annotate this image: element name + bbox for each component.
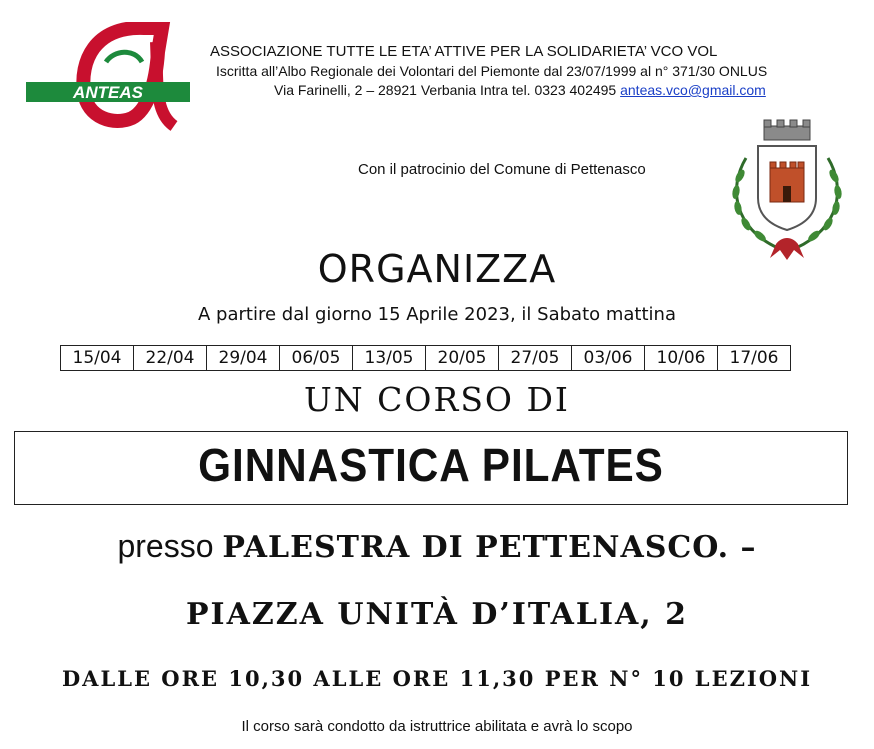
lesson-date: 06/05 <box>280 346 353 371</box>
logo-text: ANTEAS <box>73 83 143 102</box>
lesson-date: 10/06 <box>645 346 718 371</box>
lesson-dates-table <box>60 345 791 371</box>
course-title: GINNASTICA PILATES <box>198 439 664 491</box>
anteas-logo <box>24 22 192 134</box>
patronage-text: Con il patrocinio del Comune di Pettenasco <box>358 161 646 178</box>
venue-prefix: presso <box>117 528 223 564</box>
venue-address: PIAZZA UNITÀ D’ITALIA, 2 <box>185 597 689 632</box>
lesson-date: 15/04 <box>61 346 134 371</box>
municipal-crest <box>724 118 850 264</box>
lesson-date: 27/05 <box>499 346 572 371</box>
venue-name: PALESTRA DI PETTENASCO. – <box>222 530 757 565</box>
lesson-date: 17/06 <box>718 346 791 371</box>
course-intro: UN CORSO DI <box>304 380 570 419</box>
table-row <box>61 346 791 371</box>
lesson-date: 13/05 <box>353 346 426 371</box>
lesson-date: 03/06 <box>572 346 645 371</box>
lesson-date: 29/04 <box>207 346 280 371</box>
venue-line <box>0 528 874 565</box>
association-name: ASSOCIAZIONE TUTTE LE ETA’ ATTIVE PER LA SOLIDARIETA’ VCO VOL <box>210 43 718 60</box>
association-address-line <box>274 82 766 98</box>
schedule-line: DALLE ORE 10,30 ALLE ORE 11,30 PER N° 10 LEZIONI <box>61 666 813 691</box>
lesson-date: 20/05 <box>426 346 499 371</box>
email-link[interactable]: anteas.vco@gmail.com <box>620 82 766 98</box>
association-registration: Iscritta all’Albo Regionale dei Volontari del Piemonte dal 23/07/1999 al n° 371/30 ONLUS <box>216 63 768 79</box>
association-address: Via Farinelli, 2 – 28921 Verbania Intra tel. 0323 402495 <box>274 82 621 98</box>
organizza-heading: ORGANIZZA <box>317 247 557 291</box>
lesson-date: 22/04 <box>134 346 207 371</box>
course-description: Il corso sarà condotto da istruttrice abilitata e avrà lo scopo <box>241 718 633 735</box>
start-date-line: A partire dal giorno 15 Aprile 2023, il Sabato mattina <box>198 304 676 325</box>
